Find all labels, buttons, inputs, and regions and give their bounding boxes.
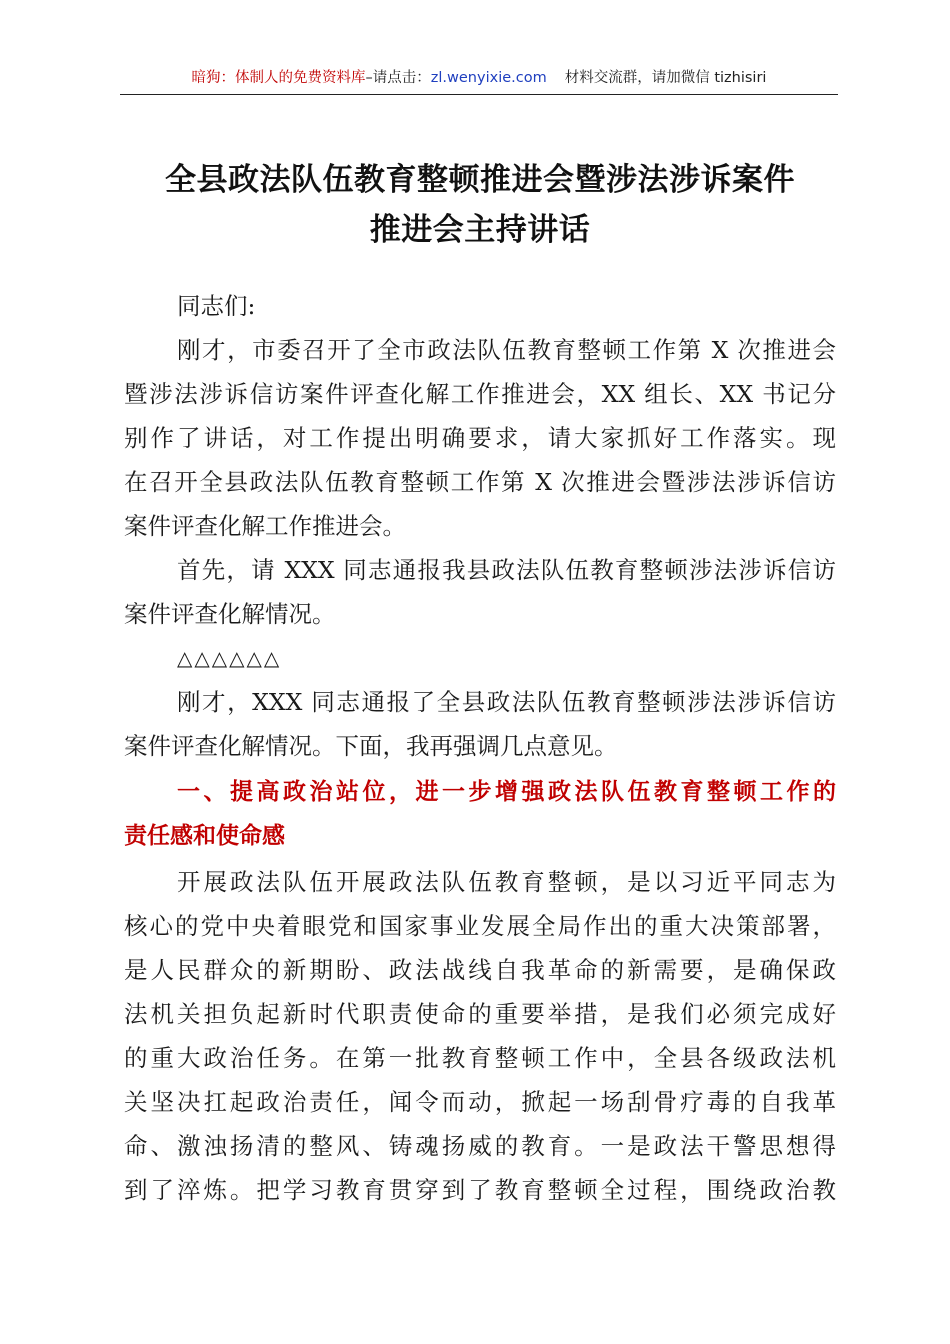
header-prompt: –请点击： xyxy=(365,70,431,86)
section-heading-1-line: 责任感和使命感 xyxy=(124,823,285,849)
paragraph-4-line: 到了淬炼。把学习教育贯穿到了教育整顿全过程，围绕政治教 xyxy=(124,1176,836,1204)
header-url-link[interactable]: zl.wenyixie.com xyxy=(430,70,547,86)
header-contact: 材料交流群，请加微信 tizhisiri xyxy=(564,70,767,86)
paragraph-2-line: 首先，请 XXX 同志通报我县政法队伍教育整顿涉法涉诉信访 xyxy=(177,556,836,584)
paragraph-3-line: 刚才，XXX 同志通报了全县政法队伍教育整顿涉法涉诉信访 xyxy=(177,688,836,716)
paragraph-1-line: 案件评查化解工作推进会。 xyxy=(124,512,406,540)
paragraph-3-line: 案件评查化解情况。下面，我再强调几点意见。 xyxy=(124,732,618,760)
paragraph-4-line: 命、激浊扬清的整风、铸魂扬威的教育。一是政法干警思想得 xyxy=(124,1132,836,1160)
paragraph-4-line: 关坚决扛起政治责任，闻令而动，掀起一场刮骨疗毒的自我革 xyxy=(124,1088,836,1116)
paragraph-4-line: 是人民群众的新期盼、政法战线自我革命的新需要，是确保政 xyxy=(124,956,836,984)
paragraph-1-line: 在召开全县政法队伍教育整顿工作第 X 次推进会暨涉法涉诉信访 xyxy=(124,468,836,496)
paragraph-2-line: 案件评查化解情况。 xyxy=(124,600,336,628)
greeting: 同志们: xyxy=(177,292,256,320)
paragraph-4-line: 的重大政治任务。在第一批教育整顿工作中，全县各级政法机 xyxy=(124,1044,836,1072)
paragraph-4-line: 开展政法队伍开展政法队伍教育整顿，是以习近平同志为 xyxy=(177,868,836,896)
document-title-line-2: 推进会主持讲话 xyxy=(369,212,591,248)
page-header xyxy=(120,66,838,95)
triangle-separator: △△△△△△ xyxy=(177,646,282,670)
paragraph-1-line: 暨涉法涉诉信访案件评查化解工作推进会，XX 组长、XX 书记分 xyxy=(124,380,836,408)
header-brand: 暗狗：体制人的免费资料库 xyxy=(191,70,366,86)
paragraph-4-line: 法机关担负起新时代职责使命的重要举措，是我们必须完成好 xyxy=(124,1000,836,1028)
paragraph-1-line: 刚才，市委召开了全市政法队伍教育整顿工作第 X 次推进会 xyxy=(177,336,836,364)
paragraph-1-line: 别作了讲话，对工作提出明确要求，请大家抓好工作落实。现 xyxy=(124,424,836,452)
paragraph-4-line: 核心的党中央着眼党和国家事业发展全局作出的重大决策部署， xyxy=(124,912,836,940)
section-heading-1-line: 一、提高政治站位，进一步增强政法队伍教育整顿工作的 xyxy=(177,779,836,805)
document-title-line-1: 全县政法队伍教育整顿推进会暨涉法涉诉案件 xyxy=(165,162,795,198)
